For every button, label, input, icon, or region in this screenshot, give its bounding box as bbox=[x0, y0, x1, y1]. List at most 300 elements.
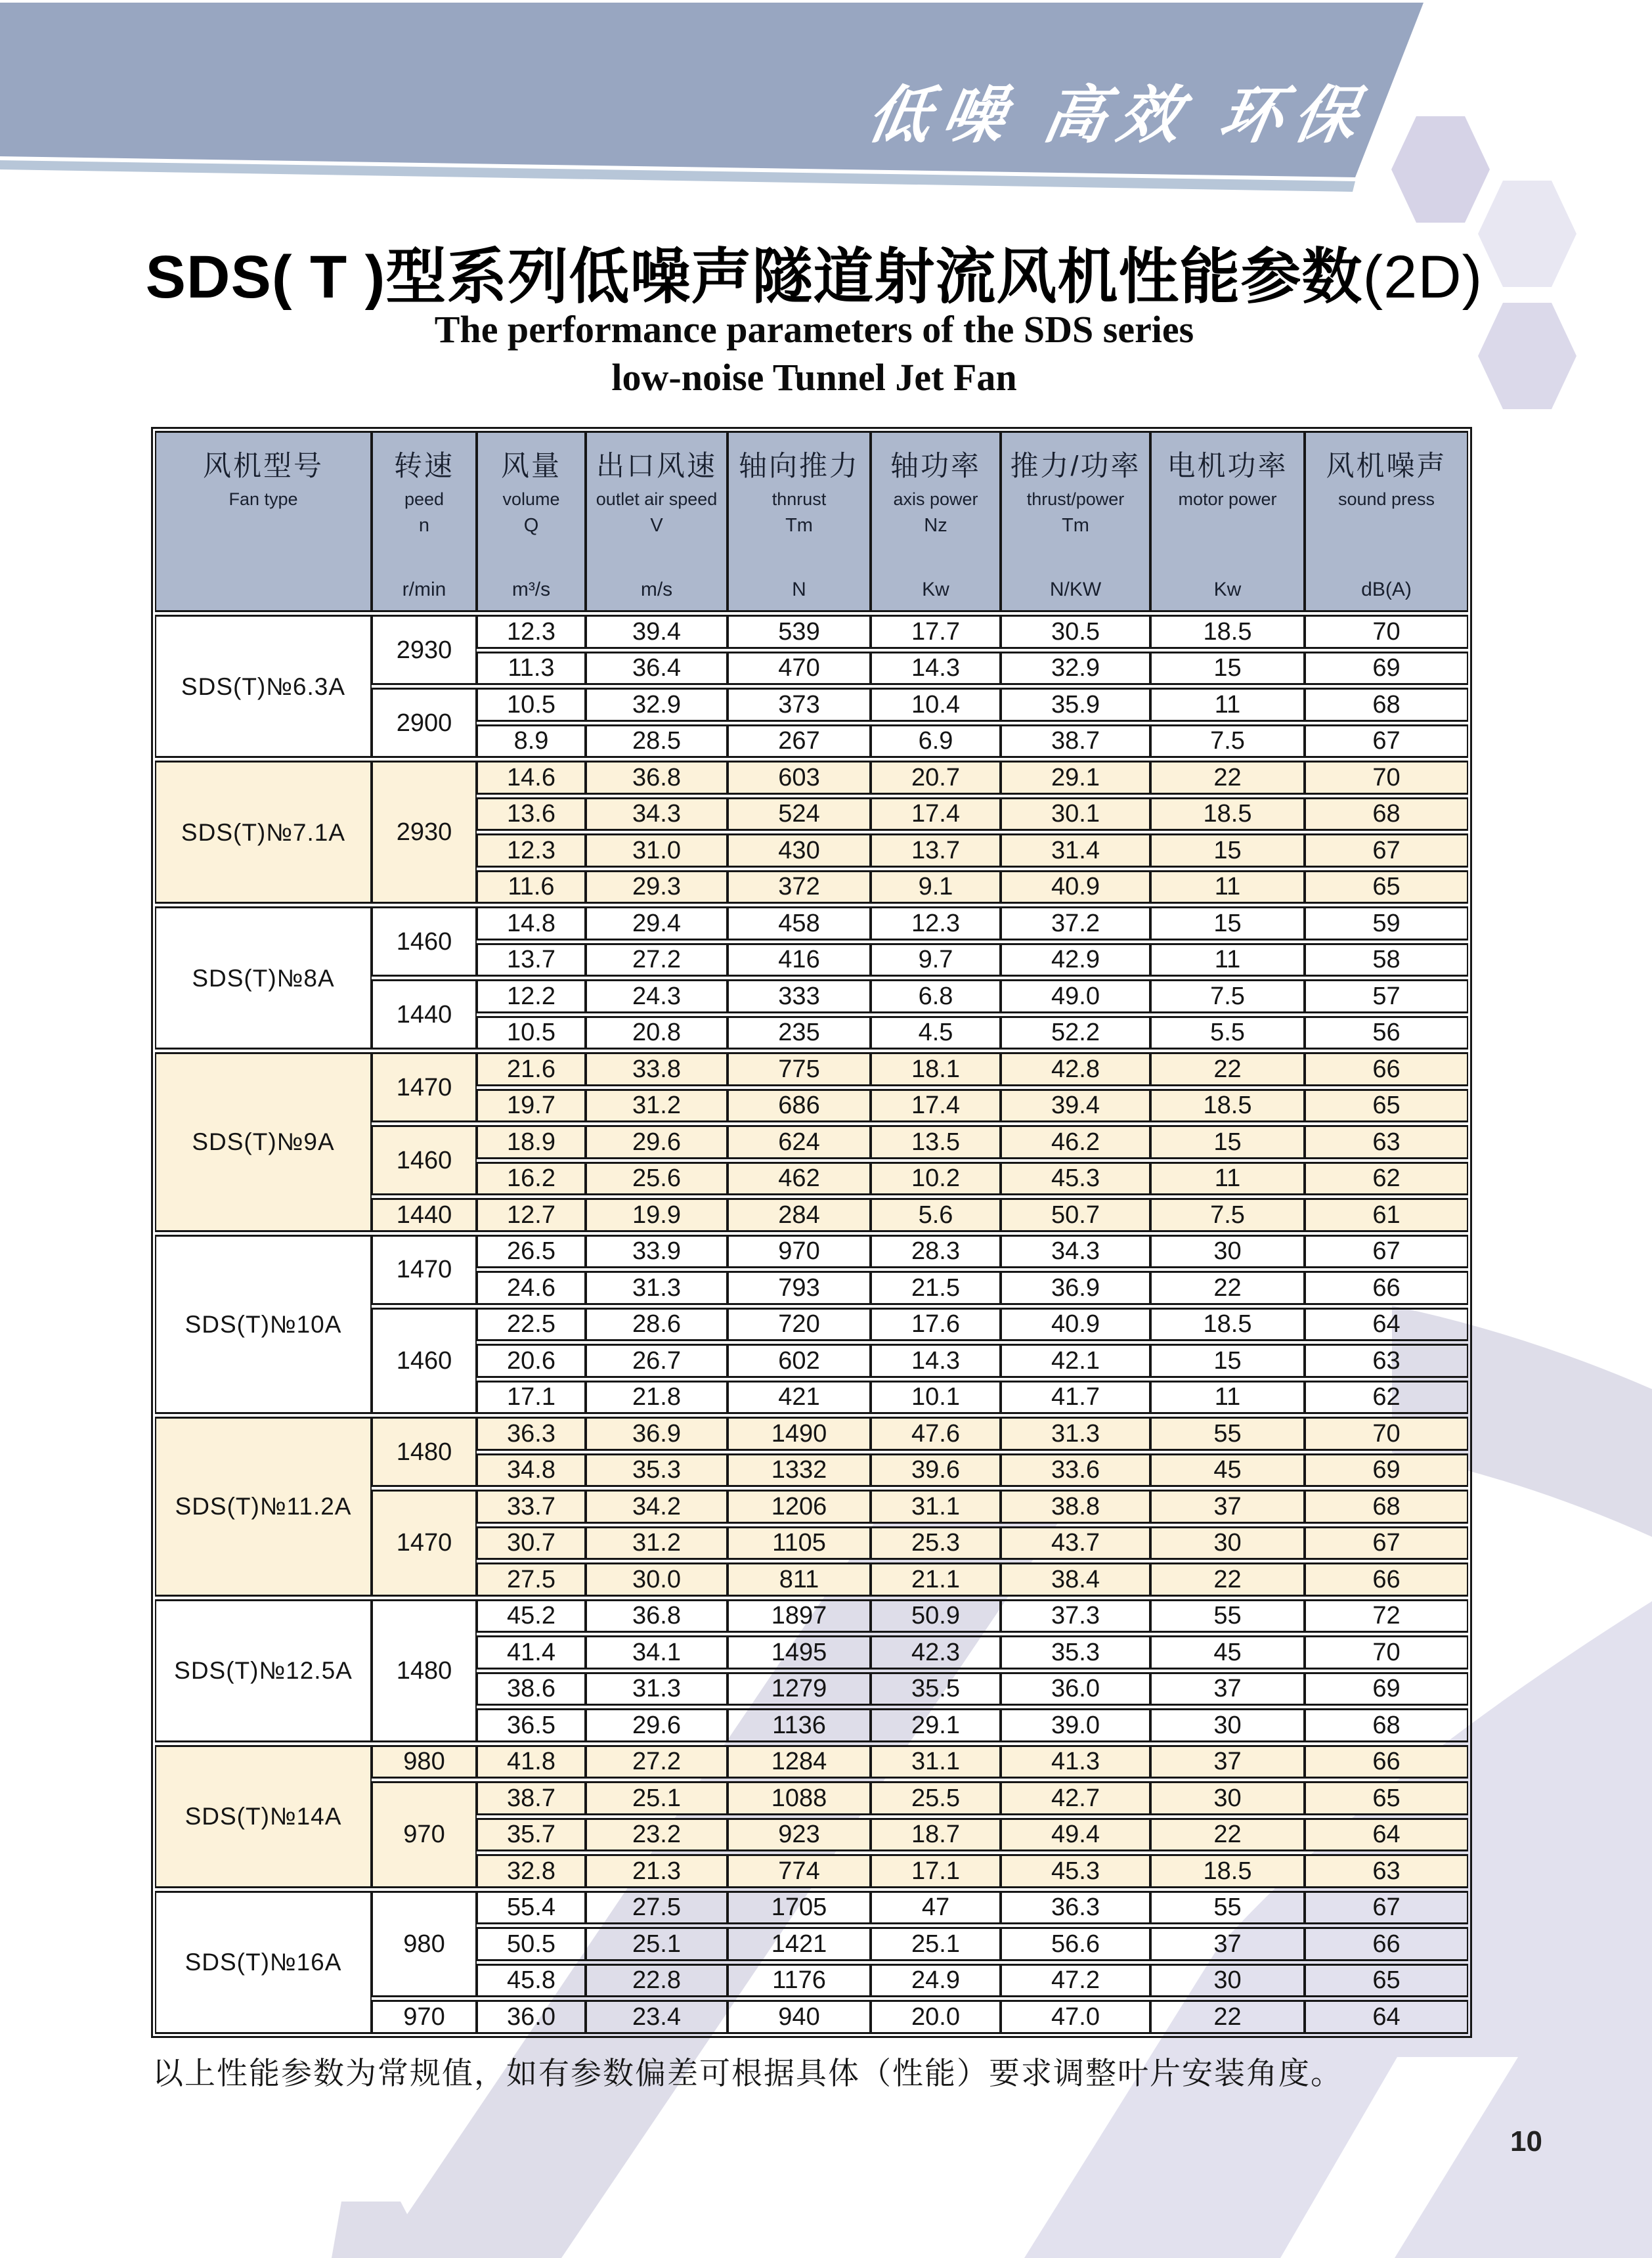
header-en-label: peed bbox=[404, 489, 445, 509]
data-cell: 64 bbox=[1305, 1308, 1468, 1342]
data-cell: 9.1 bbox=[871, 870, 1001, 904]
data-cell: 49.0 bbox=[1001, 979, 1150, 1013]
data-cell: 22 bbox=[1150, 761, 1305, 795]
data-cell: 43.7 bbox=[1001, 1526, 1150, 1561]
header-cn-label: 轴功率 bbox=[890, 451, 981, 482]
data-cell: 47.6 bbox=[871, 1417, 1001, 1451]
data-cell: 18.7 bbox=[871, 1818, 1001, 1852]
data-cell: 17.1 bbox=[871, 1854, 1001, 1888]
data-cell: 6.9 bbox=[871, 724, 1001, 759]
header-unit: N/KW bbox=[1049, 579, 1102, 600]
data-cell: 10.2 bbox=[871, 1162, 1001, 1196]
speed-cell: 970 bbox=[372, 1781, 477, 1888]
header-en-label: axis power bbox=[893, 489, 978, 509]
header-cell bbox=[155, 431, 372, 612]
data-cell: 69 bbox=[1305, 1453, 1468, 1488]
data-cell: 27.5 bbox=[586, 1891, 728, 1925]
data-cell: 539 bbox=[728, 615, 871, 649]
data-cell: 15 bbox=[1150, 652, 1305, 686]
data-cell: 36.0 bbox=[477, 2000, 586, 2034]
speed-cell: 1470 bbox=[372, 1490, 477, 1597]
data-cell: 5.5 bbox=[1150, 1016, 1305, 1050]
data-cell: 22.5 bbox=[477, 1308, 586, 1342]
data-cell: 36.9 bbox=[586, 1417, 728, 1451]
speed-cell: 1460 bbox=[372, 906, 477, 977]
data-cell: 64 bbox=[1305, 2000, 1468, 2034]
data-cell: 66 bbox=[1305, 1271, 1468, 1305]
data-cell: 470 bbox=[728, 652, 871, 686]
header-cell bbox=[1305, 431, 1468, 612]
data-cell: 63 bbox=[1305, 1344, 1468, 1378]
header-unit: N bbox=[792, 579, 806, 600]
data-cell: 70 bbox=[1305, 1417, 1468, 1451]
data-cell: 67 bbox=[1305, 724, 1468, 759]
data-cell: 29.1 bbox=[871, 1708, 1001, 1742]
data-cell: 23.2 bbox=[586, 1818, 728, 1852]
page-title bbox=[0, 229, 1628, 315]
data-cell: 18.9 bbox=[477, 1125, 586, 1159]
data-cell: 30 bbox=[1150, 1235, 1305, 1269]
data-cell: 27.2 bbox=[586, 943, 728, 977]
data-cell: 372 bbox=[728, 870, 871, 904]
data-cell: 56.6 bbox=[1001, 1927, 1150, 1961]
data-cell: 37 bbox=[1150, 1672, 1305, 1706]
data-cell: 21.8 bbox=[586, 1381, 728, 1415]
data-cell: 22 bbox=[1150, 1271, 1305, 1305]
data-cell: 30 bbox=[1150, 1964, 1305, 1998]
data-cell: 18.5 bbox=[1150, 797, 1305, 831]
fan-type-cell: SDS(T)№7.1A bbox=[155, 761, 372, 904]
data-cell: 1105 bbox=[728, 1526, 871, 1561]
data-cell: 13.7 bbox=[477, 943, 586, 977]
speed-cell: 1470 bbox=[372, 1235, 477, 1305]
page-subtitle-line2: low-noise Tunnel Jet Fan bbox=[611, 355, 1017, 399]
data-cell: 55 bbox=[1150, 1599, 1305, 1633]
data-cell: 67 bbox=[1305, 1891, 1468, 1925]
speed-cell: 2930 bbox=[372, 761, 477, 904]
data-cell: 11 bbox=[1150, 870, 1305, 904]
header-cn-label: 风机型号 bbox=[203, 451, 324, 482]
data-cell: 37 bbox=[1150, 1490, 1305, 1524]
data-cell: 31.3 bbox=[1001, 1417, 1150, 1451]
header-cn-label: 电机功率 bbox=[1167, 451, 1288, 482]
data-cell: 18.1 bbox=[871, 1052, 1001, 1086]
data-cell: 31.3 bbox=[586, 1672, 728, 1706]
data-cell: 33.8 bbox=[586, 1052, 728, 1086]
data-cell: 29.4 bbox=[586, 906, 728, 941]
data-cell: 20.0 bbox=[871, 2000, 1001, 2034]
data-cell: 373 bbox=[728, 688, 871, 722]
data-cell: 19.7 bbox=[477, 1089, 586, 1123]
data-cell: 55.4 bbox=[477, 1891, 586, 1925]
header-symbol: Tm bbox=[1062, 515, 1089, 537]
data-cell: 47 bbox=[871, 1891, 1001, 1925]
data-cell: 34.3 bbox=[586, 797, 728, 831]
data-cell: 68 bbox=[1305, 688, 1468, 722]
header-en-label: thnrust bbox=[772, 489, 827, 509]
data-cell: 793 bbox=[728, 1271, 871, 1305]
data-cell: 421 bbox=[728, 1381, 871, 1415]
data-cell: 72 bbox=[1305, 1599, 1468, 1633]
page-title-main: SDS( T )型系列低噪声隧道射流风机性能参数 bbox=[145, 244, 1363, 311]
header-cell bbox=[728, 431, 871, 612]
data-cell: 10.5 bbox=[477, 688, 586, 722]
data-cell: 7.5 bbox=[1150, 724, 1305, 759]
data-cell: 602 bbox=[728, 1344, 871, 1378]
data-cell: 69 bbox=[1305, 652, 1468, 686]
data-cell: 63 bbox=[1305, 1125, 1468, 1159]
data-cell: 70 bbox=[1305, 615, 1468, 649]
header-cn-label: 转速 bbox=[394, 451, 454, 482]
data-cell: 15 bbox=[1150, 833, 1305, 868]
data-cell: 28.6 bbox=[586, 1308, 728, 1342]
data-cell: 35.7 bbox=[477, 1818, 586, 1852]
data-cell: 28.3 bbox=[871, 1235, 1001, 1269]
data-cell: 30.7 bbox=[477, 1526, 586, 1561]
data-cell: 41.3 bbox=[1001, 1745, 1150, 1779]
data-cell: 17.7 bbox=[871, 615, 1001, 649]
data-cell: 34.1 bbox=[586, 1635, 728, 1670]
header-unit: r/min bbox=[402, 579, 446, 600]
data-cell: 39.0 bbox=[1001, 1708, 1150, 1742]
data-cell: 25.5 bbox=[871, 1781, 1001, 1815]
data-cell: 38.6 bbox=[477, 1672, 586, 1706]
data-cell: 21.6 bbox=[477, 1052, 586, 1086]
page-title-suffix: (2D) bbox=[1362, 244, 1483, 311]
data-cell: 40.9 bbox=[1001, 1308, 1150, 1342]
data-cell: 15 bbox=[1150, 1344, 1305, 1378]
data-cell: 34.3 bbox=[1001, 1235, 1150, 1269]
speed-cell: 980 bbox=[372, 1745, 477, 1779]
data-cell: 57 bbox=[1305, 979, 1468, 1013]
data-cell: 32.9 bbox=[1001, 652, 1150, 686]
data-cell: 41.8 bbox=[477, 1745, 586, 1779]
data-cell: 20.8 bbox=[586, 1016, 728, 1050]
data-cell: 624 bbox=[728, 1125, 871, 1159]
data-cell: 17.6 bbox=[871, 1308, 1001, 1342]
data-cell: 49.4 bbox=[1001, 1818, 1150, 1852]
data-cell: 31.2 bbox=[586, 1089, 728, 1123]
header-en-label: sound press bbox=[1337, 489, 1435, 509]
data-cell: 68 bbox=[1305, 797, 1468, 831]
data-cell: 33.6 bbox=[1001, 1453, 1150, 1488]
data-cell: 62 bbox=[1305, 1381, 1468, 1415]
data-cell: 39.4 bbox=[1001, 1089, 1150, 1123]
data-cell: 37 bbox=[1150, 1927, 1305, 1961]
data-cell: 35.5 bbox=[871, 1672, 1001, 1706]
data-cell: 50.5 bbox=[477, 1927, 586, 1961]
data-cell: 30.1 bbox=[1001, 797, 1150, 831]
fan-type-cell: SDS(T)№8A bbox=[155, 906, 372, 1050]
speed-cell: 1460 bbox=[372, 1308, 477, 1415]
footnote: 以上性能参数为常规值，如有参数偏差可根据具体（性能）要求调整叶片安装角度。 bbox=[152, 2057, 1343, 2091]
data-cell: 10.1 bbox=[871, 1381, 1001, 1415]
data-cell: 30 bbox=[1150, 1781, 1305, 1815]
data-cell: 65 bbox=[1305, 1781, 1468, 1815]
data-cell: 524 bbox=[728, 797, 871, 831]
data-cell: 33.9 bbox=[586, 1235, 728, 1269]
header-cell bbox=[586, 431, 728, 612]
data-cell: 267 bbox=[728, 724, 871, 759]
data-cell: 65 bbox=[1305, 870, 1468, 904]
data-cell: 11 bbox=[1150, 1381, 1305, 1415]
data-cell: 24.9 bbox=[871, 1964, 1001, 1998]
header-symbol: n bbox=[418, 515, 430, 537]
fan-type-cell: SDS(T)№14A bbox=[155, 1745, 372, 1888]
data-cell: 38.4 bbox=[1001, 1562, 1150, 1597]
data-cell: 21.3 bbox=[586, 1854, 728, 1888]
data-cell: 21.1 bbox=[871, 1562, 1001, 1597]
header-en-label: volume bbox=[502, 489, 560, 509]
data-cell: 14.6 bbox=[477, 761, 586, 795]
data-cell: 46.2 bbox=[1001, 1125, 1150, 1159]
data-cell: 13.5 bbox=[871, 1125, 1001, 1159]
header-unit: Kw bbox=[922, 579, 949, 600]
data-cell: 70 bbox=[1305, 761, 1468, 795]
speed-cell: 1440 bbox=[372, 1198, 477, 1232]
data-cell: 11.6 bbox=[477, 870, 586, 904]
data-cell: 235 bbox=[728, 1016, 871, 1050]
data-cell: 34.8 bbox=[477, 1453, 586, 1488]
data-cell: 430 bbox=[728, 833, 871, 868]
data-cell: 56 bbox=[1305, 1016, 1468, 1050]
data-cell: 30.0 bbox=[586, 1562, 728, 1597]
data-cell: 1284 bbox=[728, 1745, 871, 1779]
data-cell: 45.3 bbox=[1001, 1162, 1150, 1196]
data-cell: 68 bbox=[1305, 1708, 1468, 1742]
data-cell: 66 bbox=[1305, 1052, 1468, 1086]
data-cell: 15 bbox=[1150, 1125, 1305, 1159]
data-cell: 67 bbox=[1305, 833, 1468, 868]
hexagon-decoration-1 bbox=[1391, 116, 1490, 223]
data-cell: 720 bbox=[728, 1308, 871, 1342]
data-cell: 55 bbox=[1150, 1417, 1305, 1451]
fan-type-cell: SDS(T)№12.5A bbox=[155, 1599, 372, 1742]
speed-cell: 1480 bbox=[372, 1599, 477, 1742]
data-cell: 67 bbox=[1305, 1526, 1468, 1561]
data-cell: 25.3 bbox=[871, 1526, 1001, 1561]
data-cell: 47.0 bbox=[1001, 2000, 1150, 2034]
fan-type-cell: SDS(T)№9A bbox=[155, 1052, 372, 1232]
data-cell: 31.0 bbox=[586, 833, 728, 868]
data-cell: 26.5 bbox=[477, 1235, 586, 1269]
data-cell: 923 bbox=[728, 1818, 871, 1852]
data-cell: 37.2 bbox=[1001, 906, 1150, 941]
speed-cell: 2930 bbox=[372, 615, 477, 685]
data-cell: 33.7 bbox=[477, 1490, 586, 1524]
data-cell: 21.5 bbox=[871, 1271, 1001, 1305]
data-cell: 26.7 bbox=[586, 1344, 728, 1378]
page-subtitle-line1: The performance parameters of the SDS series bbox=[434, 308, 1194, 351]
data-cell: 416 bbox=[728, 943, 871, 977]
data-cell: 1206 bbox=[728, 1490, 871, 1524]
header-unit: m/s bbox=[640, 579, 673, 600]
header-symbol: V bbox=[650, 515, 663, 537]
data-cell: 24.3 bbox=[586, 979, 728, 1013]
header-cell bbox=[477, 431, 586, 612]
data-cell: 35.9 bbox=[1001, 688, 1150, 722]
data-cell: 23.4 bbox=[586, 2000, 728, 2034]
data-cell: 1705 bbox=[728, 1891, 871, 1925]
data-cell: 45 bbox=[1150, 1635, 1305, 1670]
data-cell: 50.7 bbox=[1001, 1198, 1150, 1232]
data-cell: 28.5 bbox=[586, 724, 728, 759]
data-cell: 6.8 bbox=[871, 979, 1001, 1013]
data-cell: 22 bbox=[1150, 1562, 1305, 1597]
data-cell: 62 bbox=[1305, 1162, 1468, 1196]
data-cell: 19.9 bbox=[586, 1198, 728, 1232]
data-cell: 36.4 bbox=[586, 652, 728, 686]
data-cell: 38.8 bbox=[1001, 1490, 1150, 1524]
data-cell: 36.3 bbox=[477, 1417, 586, 1451]
data-cell: 12.2 bbox=[477, 979, 586, 1013]
data-cell: 35.3 bbox=[586, 1453, 728, 1488]
data-cell: 67 bbox=[1305, 1235, 1468, 1269]
data-cell: 55 bbox=[1150, 1891, 1305, 1925]
data-cell: 14.8 bbox=[477, 906, 586, 941]
fan-type-cell: SDS(T)№10A bbox=[155, 1235, 372, 1415]
data-cell: 1421 bbox=[728, 1927, 871, 1961]
data-cell: 66 bbox=[1305, 1562, 1468, 1597]
data-cell: 12.3 bbox=[871, 906, 1001, 941]
data-cell: 18.5 bbox=[1150, 1854, 1305, 1888]
data-cell: 13.7 bbox=[871, 833, 1001, 868]
data-cell: 65 bbox=[1305, 1089, 1468, 1123]
performance-table bbox=[151, 427, 1472, 2038]
data-cell: 47.2 bbox=[1001, 1964, 1150, 1998]
data-cell: 45 bbox=[1150, 1453, 1305, 1488]
data-cell: 1897 bbox=[728, 1599, 871, 1633]
data-cell: 42.3 bbox=[871, 1635, 1001, 1670]
data-cell: 1495 bbox=[728, 1635, 871, 1670]
data-cell: 27.5 bbox=[477, 1562, 586, 1597]
data-cell: 17.4 bbox=[871, 1089, 1001, 1123]
data-cell: 462 bbox=[728, 1162, 871, 1196]
page-number: 10 bbox=[1510, 2125, 1542, 2158]
fan-type-cell: SDS(T)№11.2A bbox=[155, 1417, 372, 1597]
header-en-label: motor power bbox=[1178, 489, 1277, 509]
header-en-label: outlet air speed bbox=[596, 489, 718, 509]
data-cell: 22 bbox=[1150, 2000, 1305, 2034]
header-en-label: thrust/power bbox=[1026, 489, 1125, 509]
data-cell: 940 bbox=[728, 2000, 871, 2034]
data-cell: 36.8 bbox=[586, 761, 728, 795]
data-cell: 11.3 bbox=[477, 652, 586, 686]
data-cell: 10.4 bbox=[871, 688, 1001, 722]
data-cell: 970 bbox=[728, 1235, 871, 1269]
data-cell: 42.7 bbox=[1001, 1781, 1150, 1815]
data-cell: 4.5 bbox=[871, 1016, 1001, 1050]
data-cell: 9.7 bbox=[871, 943, 1001, 977]
data-cell: 17.1 bbox=[477, 1381, 586, 1415]
data-cell: 25.6 bbox=[586, 1162, 728, 1196]
data-cell: 811 bbox=[728, 1562, 871, 1597]
data-cell: 39.4 bbox=[586, 615, 728, 649]
data-cell: 35.3 bbox=[1001, 1635, 1150, 1670]
data-cell: 30 bbox=[1150, 1526, 1305, 1561]
speed-cell: 980 bbox=[372, 1891, 477, 1998]
data-cell: 603 bbox=[728, 761, 871, 795]
data-cell: 64 bbox=[1305, 1818, 1468, 1852]
data-cell: 30 bbox=[1150, 1708, 1305, 1742]
data-cell: 18.5 bbox=[1150, 1308, 1305, 1342]
data-cell: 37 bbox=[1150, 1745, 1305, 1779]
header-symbol: Tm bbox=[785, 515, 813, 537]
data-cell: 36.8 bbox=[586, 1599, 728, 1633]
data-cell: 39.6 bbox=[871, 1453, 1001, 1488]
data-cell: 41.7 bbox=[1001, 1381, 1150, 1415]
data-cell: 12.3 bbox=[477, 833, 586, 868]
header-unit: dB(A) bbox=[1361, 579, 1412, 600]
data-cell: 1088 bbox=[728, 1781, 871, 1815]
data-cell: 36.0 bbox=[1001, 1672, 1150, 1706]
data-cell: 66 bbox=[1305, 1745, 1468, 1779]
data-cell: 25.1 bbox=[586, 1927, 728, 1961]
data-cell: 29.1 bbox=[1001, 761, 1150, 795]
header-cell bbox=[372, 431, 477, 612]
data-cell: 22 bbox=[1150, 1818, 1305, 1852]
data-cell: 8.9 bbox=[477, 724, 586, 759]
data-cell: 11 bbox=[1150, 1162, 1305, 1196]
data-cell: 42.8 bbox=[1001, 1052, 1150, 1086]
data-cell: 20.6 bbox=[477, 1344, 586, 1378]
speed-cell: 1480 bbox=[372, 1417, 477, 1487]
data-cell: 38.7 bbox=[1001, 724, 1150, 759]
data-cell: 11 bbox=[1150, 943, 1305, 977]
header-symbol: Nz bbox=[924, 515, 947, 537]
data-cell: 63 bbox=[1305, 1854, 1468, 1888]
header-en-label: Fan type bbox=[228, 489, 298, 509]
data-cell: 284 bbox=[728, 1198, 871, 1232]
data-cell: 38.7 bbox=[477, 1781, 586, 1815]
data-cell: 25.1 bbox=[871, 1927, 1001, 1961]
data-cell: 22.8 bbox=[586, 1964, 728, 1998]
fan-type-cell: SDS(T)№6.3A bbox=[155, 615, 372, 758]
data-cell: 45.3 bbox=[1001, 1854, 1150, 1888]
data-cell: 69 bbox=[1305, 1672, 1468, 1706]
data-cell: 14.3 bbox=[871, 652, 1001, 686]
data-cell: 29.3 bbox=[586, 870, 728, 904]
data-cell: 29.6 bbox=[586, 1708, 728, 1742]
header-cn-label: 推力/功率 bbox=[1010, 451, 1141, 482]
header-unit: m³/s bbox=[511, 579, 551, 600]
header-unit: Kw bbox=[1213, 579, 1242, 600]
header-cn-label: 轴向推力 bbox=[739, 451, 859, 482]
data-cell: 25.1 bbox=[586, 1781, 728, 1815]
data-cell: 1279 bbox=[728, 1672, 871, 1706]
data-cell: 11 bbox=[1150, 688, 1305, 722]
header-symbol: Q bbox=[523, 515, 539, 537]
data-cell: 65 bbox=[1305, 1964, 1468, 1998]
fan-type-cell: SDS(T)№16A bbox=[155, 1891, 372, 2034]
data-cell: 29.6 bbox=[586, 1125, 728, 1159]
data-cell: 7.5 bbox=[1150, 979, 1305, 1013]
data-cell: 12.3 bbox=[477, 615, 586, 649]
data-cell: 58 bbox=[1305, 943, 1468, 977]
data-cell: 30.5 bbox=[1001, 615, 1150, 649]
data-cell: 31.2 bbox=[586, 1526, 728, 1561]
header-cell bbox=[871, 431, 1001, 612]
data-cell: 775 bbox=[728, 1052, 871, 1086]
data-cell: 20.7 bbox=[871, 761, 1001, 795]
data-cell: 59 bbox=[1305, 906, 1468, 941]
data-cell: 52.2 bbox=[1001, 1016, 1150, 1050]
data-cell: 1490 bbox=[728, 1417, 871, 1451]
data-cell: 31.4 bbox=[1001, 833, 1150, 868]
speed-cell: 970 bbox=[372, 2000, 477, 2034]
banner-slogan: 低噪 高效 环保 bbox=[862, 81, 1375, 150]
data-cell: 18.5 bbox=[1150, 1089, 1305, 1123]
